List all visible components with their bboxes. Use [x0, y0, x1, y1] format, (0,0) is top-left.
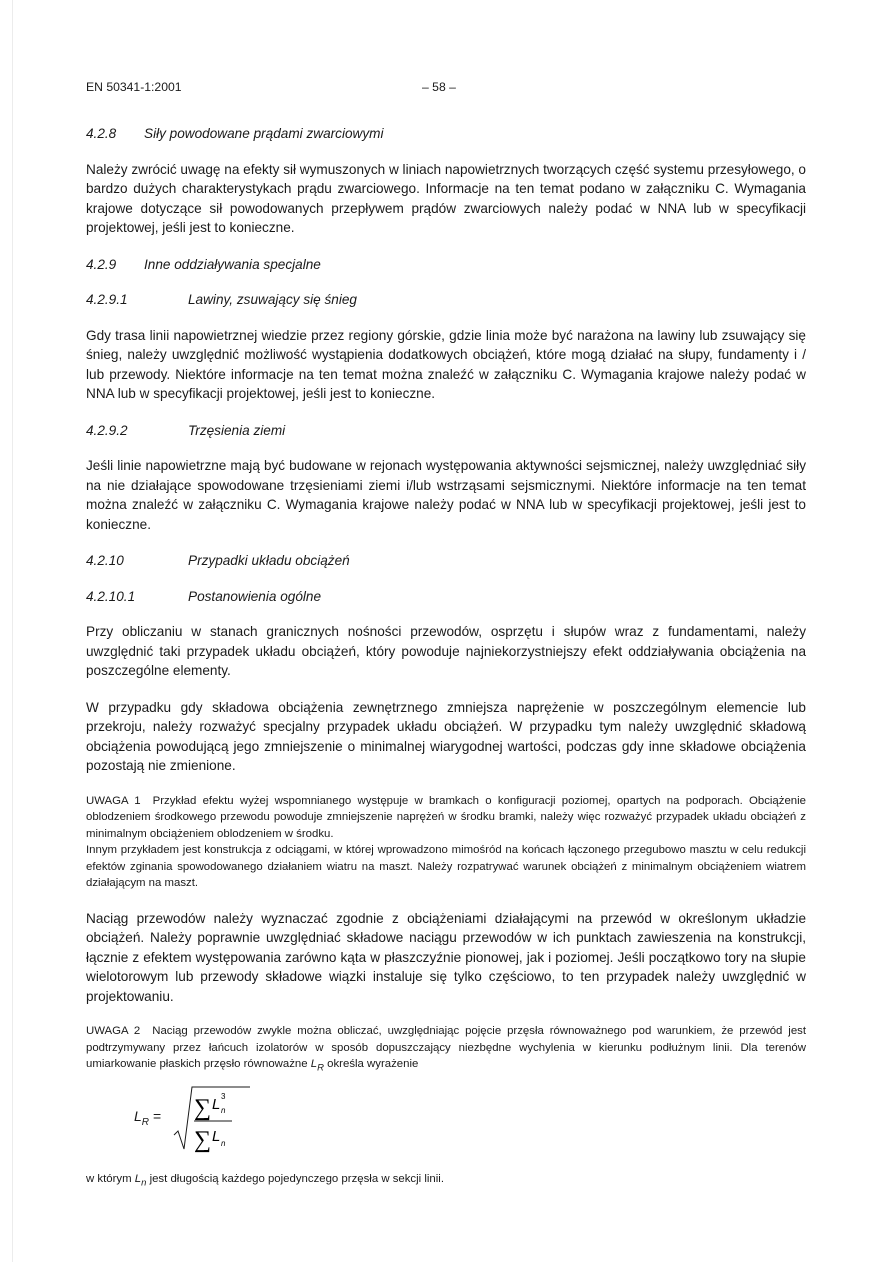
formula-lhs-symbol: L [134, 1107, 142, 1124]
document-id: EN 50341-1:2001 [86, 80, 182, 94]
section-number: 4.2.9 [86, 256, 117, 272]
section-title: Inne oddziaływania specjalne [144, 256, 321, 272]
note-label: UWAGA 2 [86, 1025, 141, 1037]
section-number: 4.2.8 [86, 126, 117, 141]
numerator-sub: n [221, 1105, 226, 1115]
tail-pre: w którym [86, 1172, 132, 1185]
equivalent-span-formula [86, 1079, 806, 1157]
section-title: Postanowienia ogólne [188, 588, 322, 604]
formula-explanation [86, 1171, 806, 1191]
paragraph: Jeśli linie napowietrzne mają być budowane w rejonach występowania aktywności sejsmicznej, należy uwzględniać siły na nie działające spowodowane trzęsieniami ziemi i/lub wstrząsami sejsmicznymi. Niektóre informacje na ten temat można znaleźć w załączniku C. Wymagania krajowe należy podać w NNA lub w specyfikacji projektowej, jeśli jest to konieczne. [86, 458, 806, 532]
denominator-sub: n [221, 1138, 226, 1148]
paragraph: Przy obliczaniu w stanach granicznych nośności przewodów, osprzętu i słupów wraz z fundamentami, należy uwzględnić taki przypadek układu obciążeń, który powoduje najniekorzystniejszy efekt oddziaływania obciążenia na poszczególne elementy. [86, 624, 806, 678]
page-edge [12, 0, 13, 1262]
page-content [86, 124, 806, 1191]
formula-equals: = [153, 1107, 162, 1124]
tail-symbol-sub: n [141, 1177, 147, 1189]
section-number: 4.2.10.1 [86, 588, 136, 604]
formula-fraction [172, 1085, 252, 1155]
section-heading-4-2-9 [86, 255, 806, 275]
paragraph: Naciąg przewodów należy wyznaczać zgodnie z obciążeniami działającymi na przewód w określonym układzie obciążeń. Należy poprawnie uwzględniać składowe naciągu przewodów w ich punktach zawieszenia na konstrukcji, łącznie z efektem występowania zarówno kąta w płaszczyźnie pionowej, jak i poziomej. Jeśli początkowo tory na słupie wielotorowym lub przewody składowe wiązki instaluje się tylko częściowo, to ten przypadek należy uwzględnić w projektowaniu. [86, 910, 806, 1004]
section-heading-4-2-9-2 [86, 421, 806, 441]
section-number: 4.2.10 [86, 553, 124, 568]
note-text: Naciąg przewodów zwykle można obliczać, uwzględniając pojęcie przęsła równoważnego pod warunkiem, że przewód jest podtrzymywany przez łańcuch izolatorów w sposób dopuszczający niezbędne wychylenia w kierunku podłużnym linii. Dla terenów umiarkowanie płaskich przęsło równoważne [86, 1025, 807, 1070]
formula-lhs-sub: R [141, 1116, 150, 1128]
note-text-2: Innym przykładem jest konstrukcja z odciągami, w której wprowadzono mimośród na końcach łączonego przegubowo masztu w celu redukcji efektów zginania spowodowanego działaniem wiatru na maszt. Należy rozpatrywać warunek obciążeń z minimalnym obciążeniem wiatrem działającym na maszt. [86, 844, 806, 889]
page-number: – 58 – [422, 80, 456, 94]
paragraph: W przypadku gdy składowa obciążenia zewnętrznego zmniejsza naprężenie w poszczególnym elemencie lub przekroju, należy rozważyć specjalny przypadek układu obciążeń. W przypadku tym należy uwzględnić składową obciążenia powodującą jego zmniejszenie o minimalnej wiarygodnej wartości, podczas gdy inne składowe obciążenia pozostają nie zmienione. [86, 699, 806, 773]
section-heading-4-2-9-1 [86, 290, 806, 310]
section-heading-4-2-8 [86, 124, 806, 144]
page-header [86, 80, 807, 100]
section-heading-4-2-10-1 [86, 587, 806, 607]
section-number: 4.2.9.2 [86, 422, 128, 438]
tail-symbol: L [134, 1172, 142, 1185]
denominator-var: L [212, 1127, 221, 1145]
numerator-var: L [212, 1095, 221, 1113]
tail-post: jest długością każdego pojedynczego przęsła w sekcji linii. [149, 1172, 444, 1185]
section-heading-4-2-10 [86, 551, 806, 571]
numerator-sum: ∑ [194, 1094, 212, 1121]
section-title: Trzęsienia ziemi [188, 422, 286, 438]
note-text: Przykład efektu wyżej wspomnianego występuje w bramkach o konfiguracji poziomej, opartych na podporach. Obciążenie oblodzeniem środkowego przewodu powoduje zmniejszenie naprężeń w środku bramki, należy więc rozważyć przypadek układu obciążeń z minimalnym obciążeniem oblodzeniem w środku. [86, 794, 806, 840]
section-number: 4.2.9.1 [86, 292, 128, 307]
note-text-end: określa wyrażenie [327, 1058, 419, 1070]
note-label: UWAGA 1 [86, 794, 141, 807]
note-1 [86, 793, 806, 892]
paragraph: Należy zwrócić uwagę na efekty sił wymuszonych w liniach napowietrznych tworzących część systemu przesyłowego, o bardzo dużych charakterystykach prądu zwarciowego. Informacje na ten temat podano w załączniku C. Wymagania krajowe dotyczące sił powodowanych przepływem prądów zwarciowych należy podać w NNA lub w specyfikacji projektowej, jeśli jest to konieczne. [86, 161, 806, 235]
formula-lhs [134, 1107, 161, 1132]
paragraph: Gdy trasa linii napowietrznej wiedzie przez regiony górskie, gdzie linia może być narażona na lawiny lub zsuwający się śnieg, należy uwzględnić możliwość wystąpienia dodatkowych obciążeń, które mogą działać na słupy, fundamenty i / lub przewody. Niektóre informacje na ten temat można znaleźć w załączniku C. Wymagania krajowe należy podać w NNA lub w specyfikacji projektowej, jeśli jest to konieczne. [86, 327, 806, 401]
note-1-body [86, 793, 806, 843]
section-title: Lawiny, zsuwający się śnieg [188, 292, 357, 307]
note-symbol-sub: R [317, 1062, 324, 1074]
numerator-exp: 3 [221, 1091, 226, 1101]
denominator-sum: ∑ [194, 1126, 212, 1153]
section-title: Przypadki układu obciążeń [188, 553, 350, 568]
section-title: Siły powodowane prądami zwarciowymi [144, 126, 384, 141]
note-2 [86, 1023, 806, 1077]
note-2-body [86, 1023, 806, 1077]
note-symbol: L [310, 1058, 318, 1070]
